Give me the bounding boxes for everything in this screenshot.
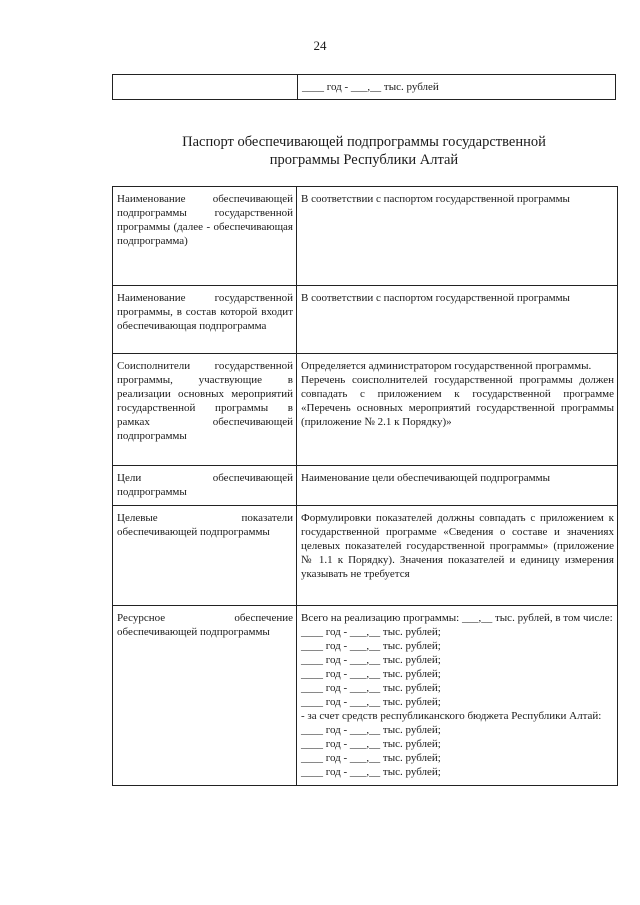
table-row: [113, 187, 618, 286]
budget-year-line: ____ год - ___,__ тыс. рублей;: [301, 752, 441, 764]
row-label: Наименование обеспечивающей подпрограммы государственной программы (далее - обеспечивающая подпрограмма): [113, 187, 297, 286]
row-value: [297, 354, 618, 466]
table-row: [113, 75, 616, 100]
passport-table: [112, 186, 618, 786]
funding-year-line: ____ год - ___,__ тыс. рублей;: [301, 640, 441, 652]
table-row: [113, 506, 618, 606]
table-row: [113, 354, 618, 466]
funding-year-line: ____ год - ___,__ тыс. рублей;: [301, 682, 441, 694]
title-line-2: программы Республики Алтай: [269, 152, 459, 168]
row-value: Формулировки показателей должны совпадать с приложением к государственной программе «Сведения о составе и значениях целевых показателей государственной программы» (приложение № 1.1 к Порядку). Значения показателей и единицу измерения указывать не требуется: [297, 506, 618, 606]
row-value-paragraph: Определяется администратором государственной программы.: [301, 360, 592, 372]
table-cell-left: [113, 75, 298, 100]
row-value: В соответствии с паспортом государственной программы: [297, 286, 618, 354]
table-row: [113, 606, 618, 786]
funding-year-line: ____ год - ___,__ тыс. рублей;: [301, 654, 441, 666]
row-value: [297, 606, 618, 786]
funding-total: Всего на реализацию программы: ___,__ тыс. рублей, в том числе:: [301, 612, 613, 624]
table-row: [113, 466, 618, 506]
title-line-1: Паспорт обеспечивающей подпрограммы государственной: [182, 134, 546, 150]
row-label: Соисполнители государственной программы, участвующие в реализации основных мероприятий государственной программы в рамках обеспечивающей подпрограммы: [113, 354, 297, 466]
page-number: 24: [313, 38, 327, 53]
table-cell-right: ____ год - ___,__ тыс. рублей: [298, 75, 616, 100]
row-value-paragraph: Перечень соисполнителей государственной программы должен совпадать с приложением к государственной программе «Перечень основных мероприятий государственной программы (приложение № 2.1 к Порядку)»: [301, 374, 614, 428]
budget-source-note: - за счет средств республиканского бюджета Республики Алтай:: [301, 710, 602, 722]
funding-year-line: ____ год - ___,__ тыс. рублей;: [301, 668, 441, 680]
funding-year-line: ____ год - ___,__ тыс. рублей;: [301, 696, 441, 708]
row-value: Наименование цели обеспечивающей подпрограммы: [297, 466, 618, 506]
row-label: Цели обеспечивающей подпрограммы: [113, 466, 297, 506]
budget-year-line: ____ год - ___,__ тыс. рублей;: [301, 724, 441, 736]
document-title: [112, 133, 616, 169]
row-label: Ресурсное обеспечение обеспечивающей подпрограммы: [113, 606, 297, 786]
row-label: Наименование государственной программы, в состав которой входит обеспечивающая подпрограмма: [113, 286, 297, 354]
continuation-table: [112, 74, 616, 100]
table-row: [113, 286, 618, 354]
budget-year-line: ____ год - ___,__ тыс. рублей;: [301, 766, 441, 778]
row-label: Целевые показатели обеспечивающей подпрограммы: [113, 506, 297, 606]
budget-year-line: ____ год - ___,__ тыс. рублей;: [301, 738, 441, 750]
funding-year-line: ____ год - ___,__ тыс. рублей;: [301, 626, 441, 638]
row-value: В соответствии с паспортом государственной программы: [297, 187, 618, 286]
